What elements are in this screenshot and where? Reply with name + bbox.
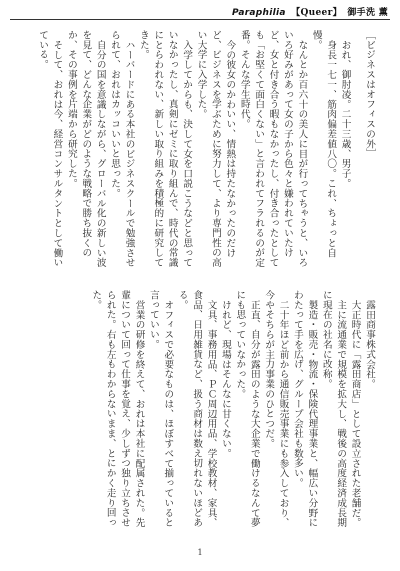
paragraph: おれ、御肘凌。二十三歳、男子。 [339,39,351,189]
body-area [26,30,376,530]
paragraph: 文具、事務用品、ＰＣ周辺用品、学校教材、家具、食品、日用雑貨など、扱う商材は数え切れないほどある。 [176,290,217,528]
paragraph: 主に流通業で規模を拡大し、戦後の高度経済成長期に現在の社名に改称。 [320,290,347,528]
paragraph: 正直、自分が露田のような大企業で働けるなんて夢にも思っていなかった。 [234,290,260,528]
paragraph: オフィスで必要なものは、ほぼすべて揃っていると言っていい。 [147,290,174,528]
paragraph: けれど、現場はそんなに甘くない。 [219,299,231,458]
paragraph: 製造・販売・物流・保険代理事業と、幅広い分野にわたって手を広げ、グループ会社も数多い。 [291,290,318,528]
section-subtitle: ［ビジネスはオフィスの外］ [364,30,375,159]
paragraph: そして、おれは今、経営コンサルタントとして働いている。 [37,30,63,268]
header-series: Paraphilia [232,8,286,18]
paragraph: 入学してからも、決して女を口説こうなどと思っていなかったし、真剣にゼミに取り組んで、時代の常識にとらわれない、新しい取り組みを積極的に研究してきた。 [137,30,193,268]
paragraph: 今の彼女のかわいい、情熱は持たなかったのだけど、ビジネスを学ぶために努力して、より専門性の高い大学に入学した。 [195,30,236,268]
paragraph: 大正時代に「露田商店」として設立された老舗だ。 [349,299,361,528]
paragraph: なんとか百六十の美人に目が行ってちゃうと、いろいろ好みがあって女の子から色々と嫌われていたけど、女と付き合う暇もなかったし、付き合ったとしても「お堅くて面白くない」と言われてフラれるのが定番。そんな学生時代。 [238,30,308,268]
paragraph: 露田商事株式会社。 [364,299,375,389]
paragraph: 営業の研修を終えて、おれは本社に配属された。先輩について回って仕事を覚え、少しずつ独り立ちさせられた。右も左もわからないまま、とにかく走り回った。 [90,290,145,528]
paragraph: 身長一七一、筋肉偏差値八〇。これ、ちょっと自慢。 [310,30,337,258]
header-rule [10,19,390,20]
header-author: 御手洗 薫 [347,8,388,18]
header-tag: 【Queer】 [291,8,342,18]
header-title [232,5,388,18]
page-number: 1 [197,548,203,557]
paragraph: 自分の国を意識しながら、グローバル化の新しい波を見て、どんな企業がどのような戦略で勝ち抜くのか、その事例を片端から研究した。 [65,30,106,268]
paragraph: ハーバードにある本社のビジネスクールで勉強させられて、おれはカッコいいと思った。 [109,30,135,268]
paragraph: 二十年ほど前から通信販売事業にも参入しており、今やそちらが主力事業のひとつだ。 [263,290,289,528]
page-header [0,0,400,22]
upper-text-block [26,30,376,270]
lower-text-block [26,290,376,530]
